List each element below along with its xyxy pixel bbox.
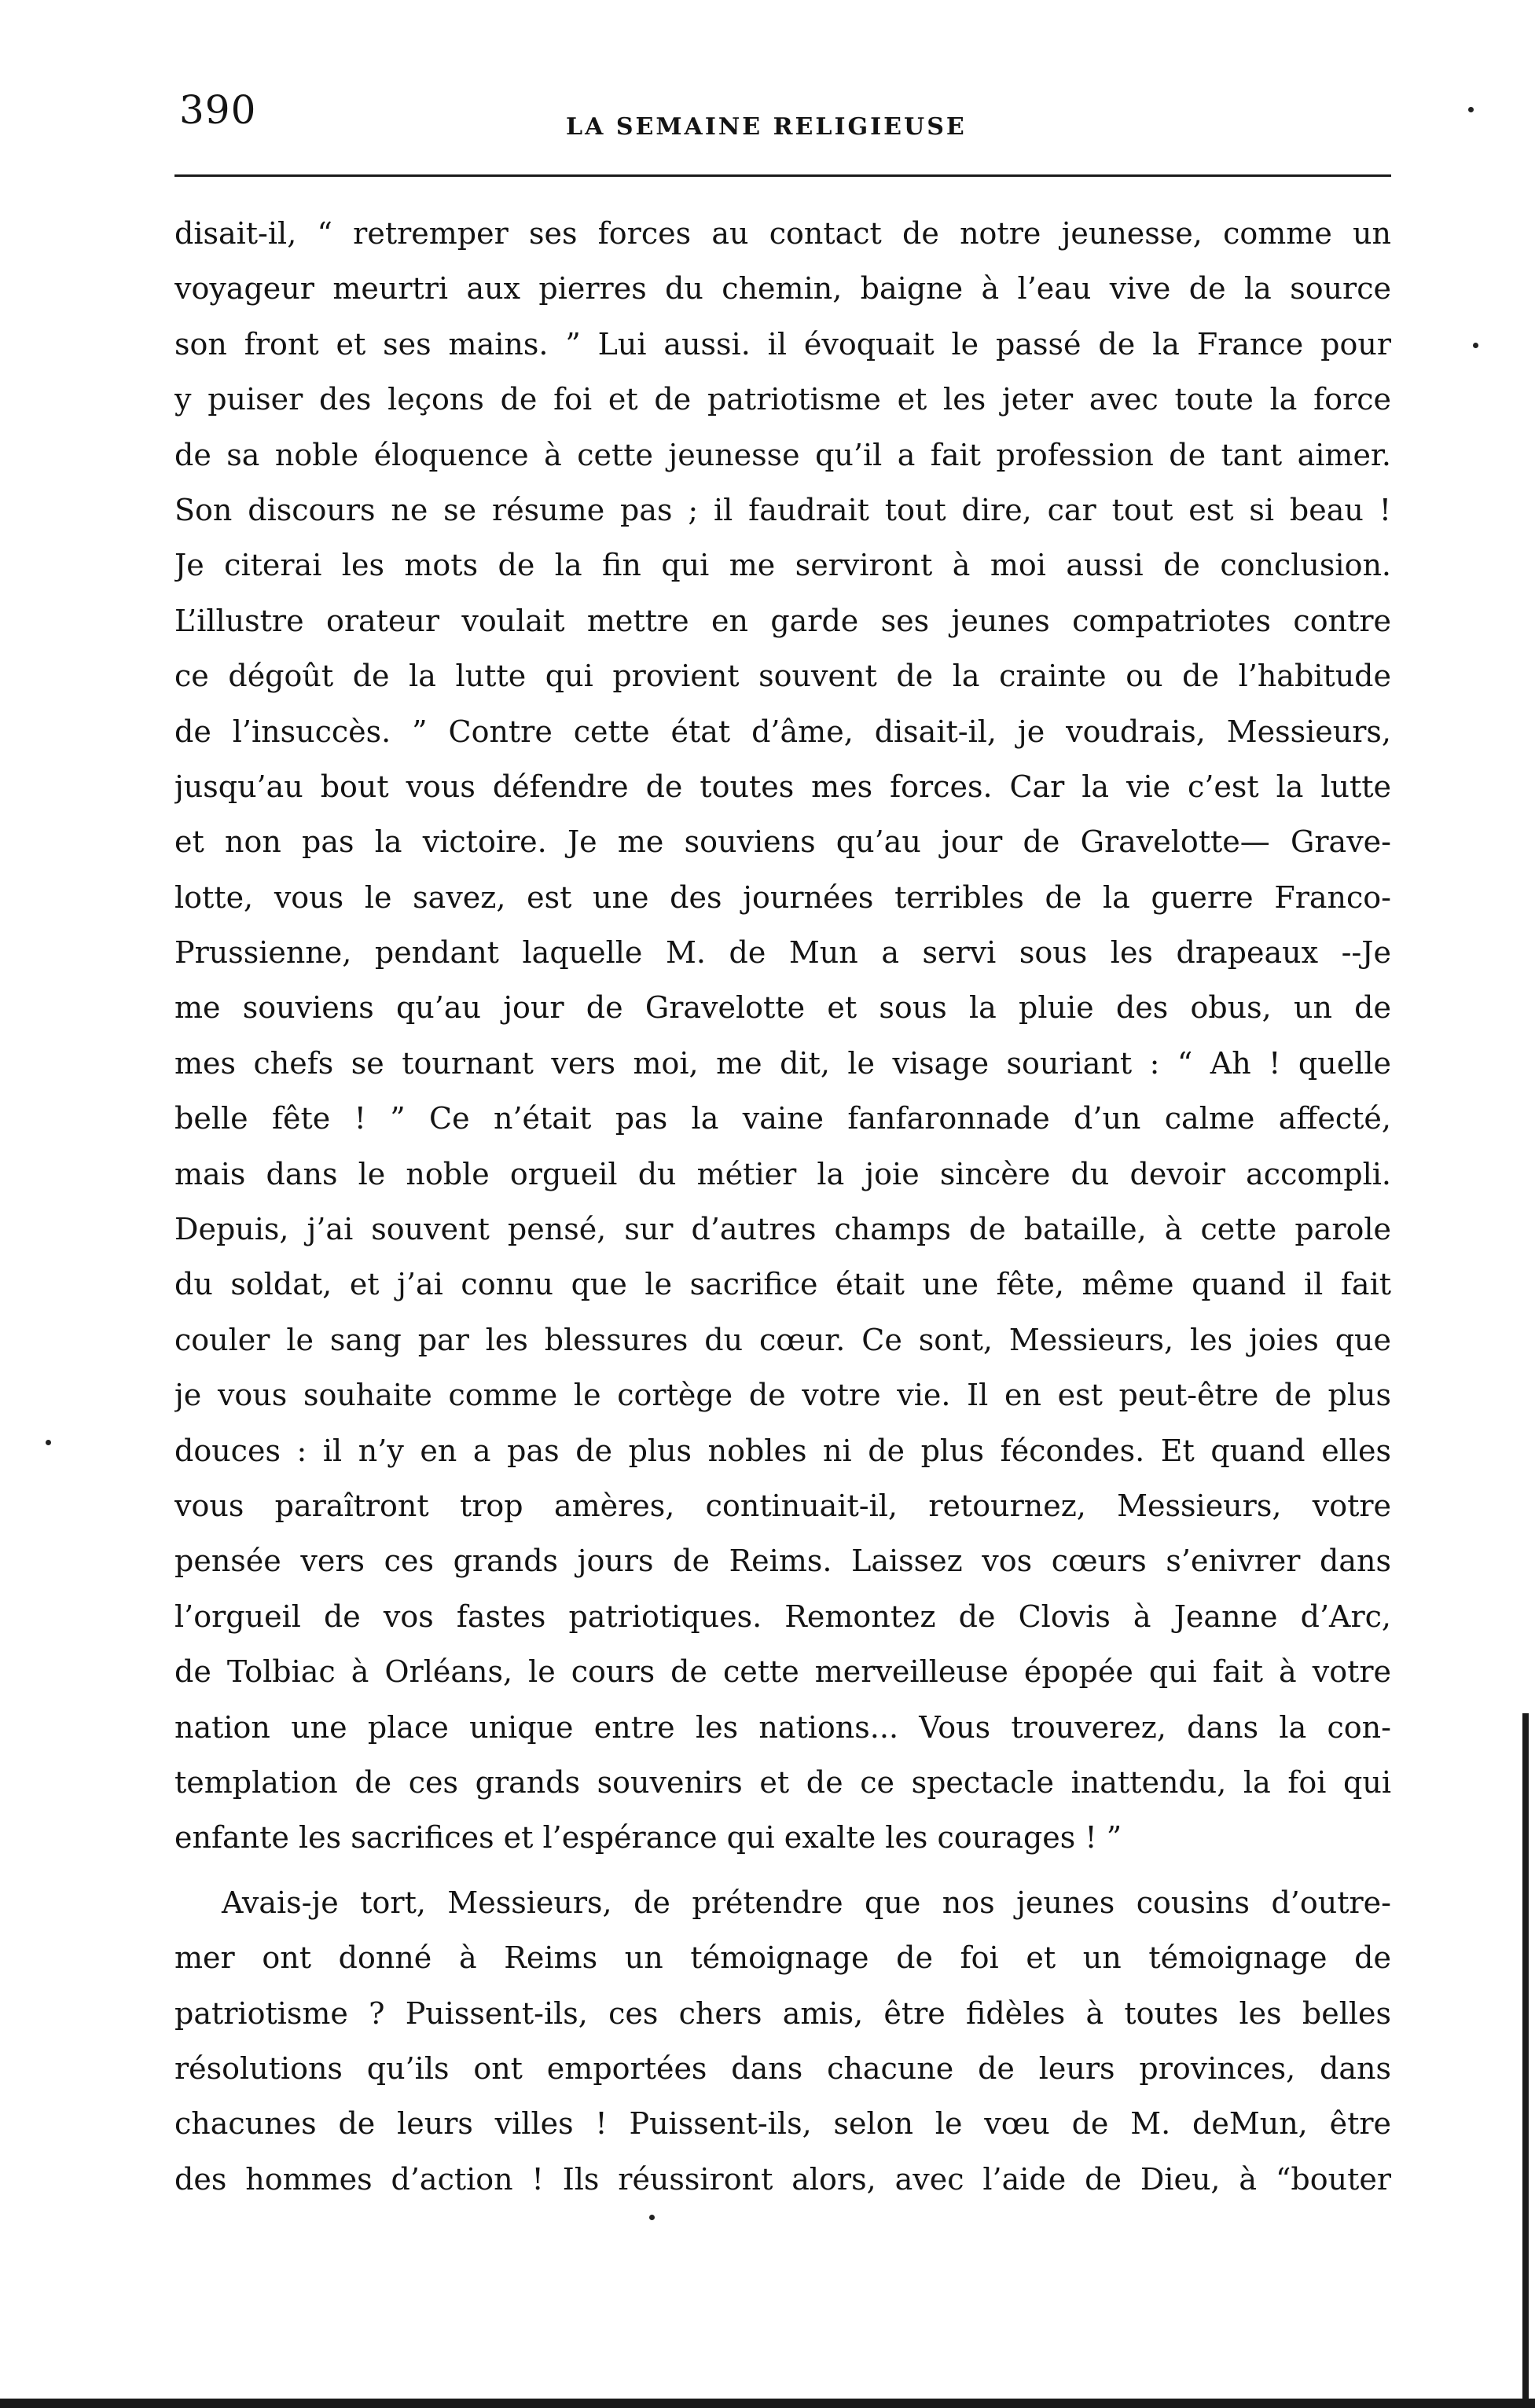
- text-line: me souviens qu’au jour de Gravelotte et sous la pluie des obus, un de: [174, 990, 1391, 1026]
- page-number: 390: [179, 87, 257, 133]
- running-head: LA SEMAINE RELIGIEUSE: [566, 113, 967, 141]
- text-line: patriotisme ? Puissent-ils, ces chers amis, être fidèles à toutes les belles: [174, 1995, 1391, 2031]
- text-line: L’illustre orateur voulait mettre en garde ses jeunes compatriotes contre: [174, 603, 1391, 638]
- text-line: Prussienne, pendant laquelle M. de Mun a servi sous les drapeaux --Je: [174, 935, 1391, 971]
- text-line: mes chefs se tournant vers moi, me dit, le visage souriant : “ Ah ! quelle: [174, 1045, 1391, 1081]
- paragraph-gap: [174, 1866, 1391, 1875]
- text-line: de Tolbiac à Orléans, le cours de cette merveilleuse épopée qui fait à votre: [174, 1654, 1391, 1690]
- text-line: Depuis, j’ai souvent pensé, sur d’autres champs de bataille, à cette parole: [174, 1212, 1391, 1247]
- scan-edge-right: [1522, 1713, 1529, 2408]
- text-line: mer ont donné à Reims un témoignage de foi et un témoignage de: [174, 1940, 1391, 1976]
- text-line: douces : il n’y en a pas de plus nobles ni de plus fécondes. Et quand elles: [174, 1433, 1391, 1468]
- text-line: chacunes de leurs villes ! Puissent-ils, selon le vœu de M. deMun, être: [174, 2106, 1391, 2142]
- text-line: lotte, vous le savez, est une des journées terribles de la guerre Franco-: [174, 879, 1391, 915]
- text-line: y puiser des leçons de foi et de patriotisme et les jeter avec toute la force: [174, 382, 1391, 417]
- text-line: disait-il, “ retremper ses forces au contact de notre jeunesse, comme un: [174, 216, 1391, 251]
- text-line: de l’insuccès. ” Contre cette état d’âme, disait-il, je voudrais, Messieurs,: [174, 714, 1391, 749]
- text-line: de sa noble éloquence à cette jeunesse qu’il a fait profession de tant aimer.: [174, 437, 1391, 472]
- paragraph-1: [174, 206, 1391, 1866]
- scan-speck: [1468, 107, 1474, 112]
- text-line: vous paraîtront trop amères, continuait-il, retournez, Messieurs, votre: [174, 1488, 1391, 1523]
- text-line: Son discours ne se résume pas ; il faudrait tout dire, car tout est si beau !: [174, 492, 1391, 527]
- text-line: du soldat, et j’ai connu que le sacrifice était une fête, même quand il fait: [174, 1267, 1391, 1302]
- text-line: couler le sang par les blessures du cœur. Ce sont, Messieurs, les joies que: [174, 1322, 1391, 1357]
- text-line: enfante les sacrifices et l’espérance qui exalte les courages ! ”: [174, 1820, 1122, 1856]
- text-line: templation de ces grands souvenirs et de ce spectacle inattendu, la foi qui: [174, 1764, 1391, 1800]
- text-line: et non pas la victoire. Je me souviens qu’au jour de Gravelotte— Grave-: [174, 824, 1391, 860]
- scan-speck: [46, 1440, 51, 1445]
- text-line: mais dans le noble orgueil du métier la joie sincère du devoir accompli.: [174, 1156, 1391, 1191]
- text-line: pensée vers ces grands jours de Reims. Laissez vos cœurs s’enivrer dans: [174, 1544, 1391, 1579]
- text-line: son front et ses mains. ” Lui aussi. il évoquait le passé de la France pour: [174, 326, 1391, 362]
- text-line: des hommes d’action ! Ils réussiront alors, avec l’aide de Dieu, à “bouter: [174, 2161, 1391, 2197]
- scan-speck: [649, 2215, 655, 2220]
- text-line: je vous souhaite comme le cortège de votre vie. Il en est peut-être de plus: [174, 1378, 1391, 1413]
- text-line: ce dégoût de la lutte qui provient souvent de la crainte ou de l’habitude: [174, 659, 1391, 694]
- text-line: Je citerai les mots de la fin qui me serviront à moi aussi de conclusion.: [174, 548, 1391, 583]
- header-rule: [174, 174, 1391, 177]
- scan-edge-bottom: [0, 2399, 1535, 2408]
- body-text: [174, 206, 1391, 2207]
- text-line: voyageur meurtri aux pierres du chemin, baigne à l’eau vive de la source: [174, 271, 1391, 307]
- text-line: Avais-je tort, Messieurs, de prétendre que nos jeunes cousins d’outre-: [222, 1885, 1391, 1920]
- text-line: belle fête ! ” Ce n’était pas la vaine fanfaronnade d’un calme affecté,: [174, 1101, 1391, 1136]
- scan-speck: [1473, 343, 1478, 348]
- text-line: nation une place unique entre les nations... Vous trouverez, dans la con-: [174, 1709, 1391, 1745]
- paragraph-2: [174, 1875, 1391, 2207]
- text-line: l’orgueil de vos fastes patriotiques. Remontez de Clovis à Jeanne d’Arc,: [174, 1599, 1391, 1634]
- text-line: résolutions qu’ils ont emportées dans chacune de leurs provinces, dans: [174, 2050, 1391, 2086]
- text-line: jusqu’au bout vous défendre de toutes mes forces. Car la vie c’est la lutte: [174, 769, 1391, 804]
